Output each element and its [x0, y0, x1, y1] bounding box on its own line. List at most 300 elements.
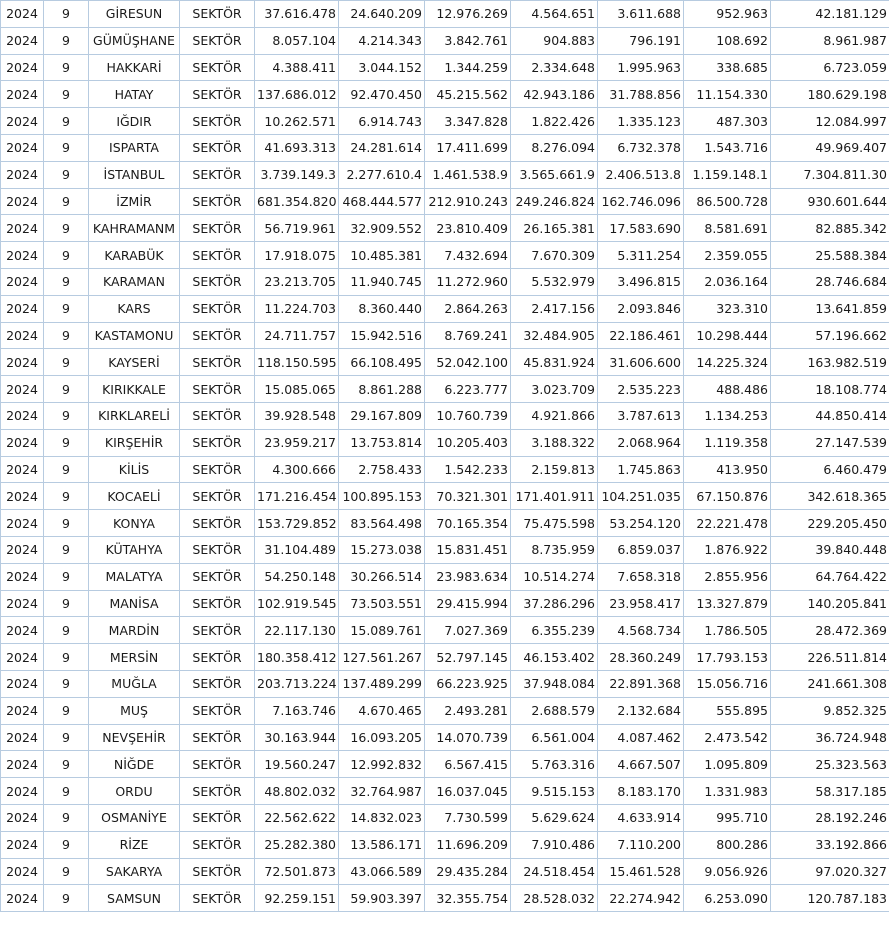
value-cell-4[interactable]: 46.153.402	[511, 644, 598, 671]
province-cell[interactable]: İSTANBUL	[89, 161, 180, 188]
value-cell-2[interactable]: 92.470.450	[339, 81, 425, 108]
value-cell-5[interactable]: 3.496.815	[598, 268, 684, 295]
value-cell-4[interactable]: 2.688.579	[511, 697, 598, 724]
total-cell[interactable]: 64.764.422	[771, 563, 890, 590]
value-cell-2[interactable]: 11.940.745	[339, 268, 425, 295]
value-cell-3[interactable]: 70.321.301	[425, 483, 511, 510]
month-cell[interactable]: 9	[44, 536, 89, 563]
total-cell[interactable]: 120.787.183	[771, 885, 890, 912]
value-cell-4[interactable]: 3.565.661.9	[511, 161, 598, 188]
year-cell[interactable]: 2024	[1, 536, 44, 563]
total-cell[interactable]: 226.511.814	[771, 644, 890, 671]
value-cell-5[interactable]: 7.658.318	[598, 563, 684, 590]
value-cell-1[interactable]: 30.163.944	[255, 724, 339, 751]
month-cell[interactable]: 9	[44, 858, 89, 885]
type-cell[interactable]: SEKTÖR	[180, 134, 255, 161]
total-cell[interactable]: 6.723.059	[771, 54, 890, 81]
province-cell[interactable]: KÜTAHYA	[89, 536, 180, 563]
value-cell-3[interactable]: 2.864.263	[425, 295, 511, 322]
value-cell-3[interactable]: 3.347.828	[425, 108, 511, 135]
value-cell-4[interactable]: 5.763.316	[511, 751, 598, 778]
value-cell-2[interactable]: 8.861.288	[339, 376, 425, 403]
value-cell-6[interactable]: 2.359.055	[684, 242, 771, 269]
type-cell[interactable]: SEKTÖR	[180, 108, 255, 135]
value-cell-2[interactable]: 15.273.038	[339, 536, 425, 563]
type-cell[interactable]: SEKTÖR	[180, 644, 255, 671]
month-cell[interactable]: 9	[44, 563, 89, 590]
total-cell[interactable]: 180.629.198	[771, 81, 890, 108]
value-cell-2[interactable]: 8.360.440	[339, 295, 425, 322]
value-cell-5[interactable]: 23.958.417	[598, 590, 684, 617]
value-cell-6[interactable]: 22.221.478	[684, 510, 771, 537]
value-cell-4[interactable]: 2.417.156	[511, 295, 598, 322]
value-cell-4[interactable]: 28.528.032	[511, 885, 598, 912]
value-cell-1[interactable]: 4.300.666	[255, 456, 339, 483]
year-cell[interactable]: 2024	[1, 242, 44, 269]
value-cell-5[interactable]: 1.995.963	[598, 54, 684, 81]
year-cell[interactable]: 2024	[1, 295, 44, 322]
year-cell[interactable]: 2024	[1, 456, 44, 483]
value-cell-2[interactable]: 83.564.498	[339, 510, 425, 537]
value-cell-1[interactable]: 8.057.104	[255, 27, 339, 54]
month-cell[interactable]: 9	[44, 161, 89, 188]
total-cell[interactable]: 6.460.479	[771, 456, 890, 483]
value-cell-1[interactable]: 15.085.065	[255, 376, 339, 403]
year-cell[interactable]: 2024	[1, 1, 44, 28]
value-cell-4[interactable]: 4.564.651	[511, 1, 598, 28]
value-cell-5[interactable]: 4.568.734	[598, 617, 684, 644]
month-cell[interactable]: 9	[44, 215, 89, 242]
type-cell[interactable]: SEKTÖR	[180, 483, 255, 510]
total-cell[interactable]: 8.961.987	[771, 27, 890, 54]
type-cell[interactable]: SEKTÖR	[180, 751, 255, 778]
value-cell-4[interactable]: 2.334.648	[511, 54, 598, 81]
value-cell-3[interactable]: 3.842.761	[425, 27, 511, 54]
province-cell[interactable]: KIRŞEHİR	[89, 429, 180, 456]
total-cell[interactable]: 25.323.563	[771, 751, 890, 778]
type-cell[interactable]: SEKTÖR	[180, 402, 255, 429]
total-cell[interactable]: 342.618.365	[771, 483, 890, 510]
value-cell-1[interactable]: 22.562.622	[255, 804, 339, 831]
year-cell[interactable]: 2024	[1, 134, 44, 161]
province-cell[interactable]: MUŞ	[89, 697, 180, 724]
value-cell-3[interactable]: 66.223.925	[425, 670, 511, 697]
year-cell[interactable]: 2024	[1, 563, 44, 590]
year-cell[interactable]: 2024	[1, 188, 44, 215]
value-cell-1[interactable]: 10.262.571	[255, 108, 339, 135]
value-cell-1[interactable]: 23.959.217	[255, 429, 339, 456]
month-cell[interactable]: 9	[44, 402, 89, 429]
province-cell[interactable]: OSMANİYE	[89, 804, 180, 831]
month-cell[interactable]: 9	[44, 778, 89, 805]
value-cell-6[interactable]: 6.253.090	[684, 885, 771, 912]
value-cell-4[interactable]: 7.910.486	[511, 831, 598, 858]
total-cell[interactable]: 241.661.308	[771, 670, 890, 697]
type-cell[interactable]: SEKTÖR	[180, 376, 255, 403]
value-cell-2[interactable]: 73.503.551	[339, 590, 425, 617]
value-cell-6[interactable]: 338.685	[684, 54, 771, 81]
total-cell[interactable]: 33.192.866	[771, 831, 890, 858]
type-cell[interactable]: SEKTÖR	[180, 1, 255, 28]
total-cell[interactable]: 39.840.448	[771, 536, 890, 563]
type-cell[interactable]: SEKTÖR	[180, 617, 255, 644]
value-cell-2[interactable]: 32.909.552	[339, 215, 425, 242]
province-cell[interactable]: KAHRAMANM	[89, 215, 180, 242]
value-cell-5[interactable]: 22.891.368	[598, 670, 684, 697]
value-cell-1[interactable]: 92.259.151	[255, 885, 339, 912]
value-cell-3[interactable]: 7.730.599	[425, 804, 511, 831]
type-cell[interactable]: SEKTÖR	[180, 536, 255, 563]
value-cell-5[interactable]: 2.535.223	[598, 376, 684, 403]
year-cell[interactable]: 2024	[1, 215, 44, 242]
value-cell-6[interactable]: 952.963	[684, 1, 771, 28]
value-cell-3[interactable]: 11.272.960	[425, 268, 511, 295]
value-cell-2[interactable]: 4.214.343	[339, 27, 425, 54]
province-cell[interactable]: KIRKLARELİ	[89, 402, 180, 429]
value-cell-1[interactable]: 39.928.548	[255, 402, 339, 429]
value-cell-3[interactable]: 17.411.699	[425, 134, 511, 161]
value-cell-2[interactable]: 66.108.495	[339, 349, 425, 376]
month-cell[interactable]: 9	[44, 885, 89, 912]
type-cell[interactable]: SEKTÖR	[180, 81, 255, 108]
value-cell-2[interactable]: 30.266.514	[339, 563, 425, 590]
value-cell-3[interactable]: 212.910.243	[425, 188, 511, 215]
value-cell-3[interactable]: 7.432.694	[425, 242, 511, 269]
month-cell[interactable]: 9	[44, 1, 89, 28]
province-cell[interactable]: HATAY	[89, 81, 180, 108]
value-cell-4[interactable]: 3.023.709	[511, 376, 598, 403]
total-cell[interactable]: 9.852.325	[771, 697, 890, 724]
value-cell-1[interactable]: 54.250.148	[255, 563, 339, 590]
year-cell[interactable]: 2024	[1, 483, 44, 510]
month-cell[interactable]: 9	[44, 349, 89, 376]
value-cell-4[interactable]: 3.188.322	[511, 429, 598, 456]
value-cell-5[interactable]: 6.859.037	[598, 536, 684, 563]
month-cell[interactable]: 9	[44, 831, 89, 858]
province-cell[interactable]: İZMİR	[89, 188, 180, 215]
value-cell-5[interactable]: 7.110.200	[598, 831, 684, 858]
value-cell-6[interactable]: 323.310	[684, 295, 771, 322]
year-cell[interactable]: 2024	[1, 778, 44, 805]
value-cell-2[interactable]: 137.489.299	[339, 670, 425, 697]
total-cell[interactable]: 930.601.644	[771, 188, 890, 215]
value-cell-3[interactable]: 8.769.241	[425, 322, 511, 349]
value-cell-4[interactable]: 8.735.959	[511, 536, 598, 563]
value-cell-6[interactable]: 15.056.716	[684, 670, 771, 697]
total-cell[interactable]: 58.317.185	[771, 778, 890, 805]
province-cell[interactable]: KARAMAN	[89, 268, 180, 295]
value-cell-1[interactable]: 180.358.412	[255, 644, 339, 671]
value-cell-3[interactable]: 23.810.409	[425, 215, 511, 242]
province-cell[interactable]: KARABÜK	[89, 242, 180, 269]
month-cell[interactable]: 9	[44, 617, 89, 644]
total-cell[interactable]: 44.850.414	[771, 402, 890, 429]
value-cell-4[interactable]: 7.670.309	[511, 242, 598, 269]
value-cell-2[interactable]: 14.832.023	[339, 804, 425, 831]
value-cell-1[interactable]: 171.216.454	[255, 483, 339, 510]
value-cell-6[interactable]: 14.225.324	[684, 349, 771, 376]
total-cell[interactable]: 42.181.129	[771, 1, 890, 28]
year-cell[interactable]: 2024	[1, 751, 44, 778]
value-cell-6[interactable]: 1.786.505	[684, 617, 771, 644]
type-cell[interactable]: SEKTÖR	[180, 295, 255, 322]
value-cell-6[interactable]: 555.895	[684, 697, 771, 724]
total-cell[interactable]: 28.192.246	[771, 804, 890, 831]
value-cell-3[interactable]: 32.355.754	[425, 885, 511, 912]
type-cell[interactable]: SEKTÖR	[180, 349, 255, 376]
value-cell-4[interactable]: 171.401.911	[511, 483, 598, 510]
value-cell-4[interactable]: 5.532.979	[511, 268, 598, 295]
month-cell[interactable]: 9	[44, 670, 89, 697]
value-cell-4[interactable]: 42.943.186	[511, 81, 598, 108]
total-cell[interactable]: 163.982.519	[771, 349, 890, 376]
value-cell-4[interactable]: 32.484.905	[511, 322, 598, 349]
province-cell[interactable]: ORDU	[89, 778, 180, 805]
value-cell-6[interactable]: 800.286	[684, 831, 771, 858]
value-cell-1[interactable]: 31.104.489	[255, 536, 339, 563]
value-cell-6[interactable]: 1.119.358	[684, 429, 771, 456]
value-cell-5[interactable]: 3.787.613	[598, 402, 684, 429]
year-cell[interactable]: 2024	[1, 510, 44, 537]
type-cell[interactable]: SEKTÖR	[180, 724, 255, 751]
value-cell-6[interactable]: 8.581.691	[684, 215, 771, 242]
value-cell-4[interactable]: 45.831.924	[511, 349, 598, 376]
value-cell-5[interactable]: 2.132.684	[598, 697, 684, 724]
month-cell[interactable]: 9	[44, 483, 89, 510]
value-cell-3[interactable]: 16.037.045	[425, 778, 511, 805]
month-cell[interactable]: 9	[44, 242, 89, 269]
type-cell[interactable]: SEKTÖR	[180, 590, 255, 617]
value-cell-2[interactable]: 127.561.267	[339, 644, 425, 671]
month-cell[interactable]: 9	[44, 81, 89, 108]
year-cell[interactable]: 2024	[1, 644, 44, 671]
province-cell[interactable]: HAKKARİ	[89, 54, 180, 81]
value-cell-5[interactable]: 4.633.914	[598, 804, 684, 831]
value-cell-6[interactable]: 17.793.153	[684, 644, 771, 671]
value-cell-5[interactable]: 53.254.120	[598, 510, 684, 537]
total-cell[interactable]: 36.724.948	[771, 724, 890, 751]
value-cell-2[interactable]: 6.914.743	[339, 108, 425, 135]
province-cell[interactable]: NEVŞEHİR	[89, 724, 180, 751]
value-cell-5[interactable]: 796.191	[598, 27, 684, 54]
value-cell-6[interactable]: 108.692	[684, 27, 771, 54]
value-cell-5[interactable]: 1.335.123	[598, 108, 684, 135]
value-cell-1[interactable]: 4.388.411	[255, 54, 339, 81]
month-cell[interactable]: 9	[44, 724, 89, 751]
month-cell[interactable]: 9	[44, 295, 89, 322]
value-cell-4[interactable]: 26.165.381	[511, 215, 598, 242]
year-cell[interactable]: 2024	[1, 81, 44, 108]
value-cell-4[interactable]: 75.475.598	[511, 510, 598, 537]
total-cell[interactable]: 18.108.774	[771, 376, 890, 403]
value-cell-4[interactable]: 2.159.813	[511, 456, 598, 483]
year-cell[interactable]: 2024	[1, 858, 44, 885]
value-cell-5[interactable]: 22.186.461	[598, 322, 684, 349]
value-cell-5[interactable]: 15.461.528	[598, 858, 684, 885]
value-cell-6[interactable]: 86.500.728	[684, 188, 771, 215]
value-cell-4[interactable]: 5.629.624	[511, 804, 598, 831]
value-cell-2[interactable]: 43.066.589	[339, 858, 425, 885]
month-cell[interactable]: 9	[44, 429, 89, 456]
value-cell-2[interactable]: 32.764.987	[339, 778, 425, 805]
value-cell-1[interactable]: 41.693.313	[255, 134, 339, 161]
province-cell[interactable]: MARDİN	[89, 617, 180, 644]
year-cell[interactable]: 2024	[1, 402, 44, 429]
year-cell[interactable]: 2024	[1, 108, 44, 135]
value-cell-2[interactable]: 12.992.832	[339, 751, 425, 778]
month-cell[interactable]: 9	[44, 188, 89, 215]
value-cell-2[interactable]: 16.093.205	[339, 724, 425, 751]
year-cell[interactable]: 2024	[1, 349, 44, 376]
value-cell-2[interactable]: 4.670.465	[339, 697, 425, 724]
type-cell[interactable]: SEKTÖR	[180, 778, 255, 805]
month-cell[interactable]: 9	[44, 804, 89, 831]
month-cell[interactable]: 9	[44, 510, 89, 537]
value-cell-3[interactable]: 29.435.284	[425, 858, 511, 885]
value-cell-3[interactable]: 14.070.739	[425, 724, 511, 751]
value-cell-1[interactable]: 37.616.478	[255, 1, 339, 28]
type-cell[interactable]: SEKTÖR	[180, 242, 255, 269]
value-cell-5[interactable]: 5.311.254	[598, 242, 684, 269]
province-cell[interactable]: GÜMÜŞHANE	[89, 27, 180, 54]
value-cell-2[interactable]: 13.753.814	[339, 429, 425, 456]
total-cell[interactable]: 12.084.997	[771, 108, 890, 135]
value-cell-1[interactable]: 681.354.820	[255, 188, 339, 215]
year-cell[interactable]: 2024	[1, 804, 44, 831]
year-cell[interactable]: 2024	[1, 161, 44, 188]
total-cell[interactable]: 140.205.841	[771, 590, 890, 617]
value-cell-6[interactable]: 2.473.542	[684, 724, 771, 751]
type-cell[interactable]: SEKTÖR	[180, 885, 255, 912]
total-cell[interactable]: 57.196.662	[771, 322, 890, 349]
value-cell-3[interactable]: 10.205.403	[425, 429, 511, 456]
value-cell-1[interactable]: 19.560.247	[255, 751, 339, 778]
province-cell[interactable]: NİĞDE	[89, 751, 180, 778]
year-cell[interactable]: 2024	[1, 670, 44, 697]
type-cell[interactable]: SEKTÖR	[180, 27, 255, 54]
value-cell-6[interactable]: 413.950	[684, 456, 771, 483]
type-cell[interactable]: SEKTÖR	[180, 510, 255, 537]
value-cell-4[interactable]: 10.514.274	[511, 563, 598, 590]
value-cell-5[interactable]: 8.183.170	[598, 778, 684, 805]
year-cell[interactable]: 2024	[1, 376, 44, 403]
month-cell[interactable]: 9	[44, 590, 89, 617]
value-cell-4[interactable]: 904.883	[511, 27, 598, 54]
value-cell-2[interactable]: 468.444.577	[339, 188, 425, 215]
value-cell-2[interactable]: 3.044.152	[339, 54, 425, 81]
province-cell[interactable]: SAMSUN	[89, 885, 180, 912]
value-cell-5[interactable]: 4.667.507	[598, 751, 684, 778]
value-cell-4[interactable]: 6.561.004	[511, 724, 598, 751]
province-cell[interactable]: MANİSA	[89, 590, 180, 617]
value-cell-1[interactable]: 72.501.873	[255, 858, 339, 885]
province-cell[interactable]: MERSİN	[89, 644, 180, 671]
type-cell[interactable]: SEKTÖR	[180, 429, 255, 456]
value-cell-3[interactable]: 1.344.259	[425, 54, 511, 81]
province-cell[interactable]: IĞDIR	[89, 108, 180, 135]
value-cell-1[interactable]: 102.919.545	[255, 590, 339, 617]
value-cell-5[interactable]: 6.732.378	[598, 134, 684, 161]
value-cell-1[interactable]: 17.918.075	[255, 242, 339, 269]
type-cell[interactable]: SEKTÖR	[180, 563, 255, 590]
value-cell-2[interactable]: 15.942.516	[339, 322, 425, 349]
value-cell-4[interactable]: 24.518.454	[511, 858, 598, 885]
value-cell-2[interactable]: 24.640.209	[339, 1, 425, 28]
value-cell-3[interactable]: 11.696.209	[425, 831, 511, 858]
province-cell[interactable]: MALATYA	[89, 563, 180, 590]
value-cell-2[interactable]: 10.485.381	[339, 242, 425, 269]
month-cell[interactable]: 9	[44, 54, 89, 81]
value-cell-1[interactable]: 3.739.149.3	[255, 161, 339, 188]
month-cell[interactable]: 9	[44, 697, 89, 724]
value-cell-3[interactable]: 29.415.994	[425, 590, 511, 617]
total-cell[interactable]: 229.205.450	[771, 510, 890, 537]
value-cell-2[interactable]: 15.089.761	[339, 617, 425, 644]
province-cell[interactable]: KİLİS	[89, 456, 180, 483]
value-cell-5[interactable]: 4.087.462	[598, 724, 684, 751]
value-cell-5[interactable]: 31.606.600	[598, 349, 684, 376]
total-cell[interactable]: 28.472.369	[771, 617, 890, 644]
value-cell-5[interactable]: 17.583.690	[598, 215, 684, 242]
value-cell-3[interactable]: 6.567.415	[425, 751, 511, 778]
value-cell-3[interactable]: 52.797.145	[425, 644, 511, 671]
value-cell-2[interactable]: 2.758.433	[339, 456, 425, 483]
province-cell[interactable]: GİRESUN	[89, 1, 180, 28]
value-cell-5[interactable]: 162.746.096	[598, 188, 684, 215]
value-cell-1[interactable]: 153.729.852	[255, 510, 339, 537]
type-cell[interactable]: SEKTÖR	[180, 268, 255, 295]
value-cell-6[interactable]: 2.855.956	[684, 563, 771, 590]
year-cell[interactable]: 2024	[1, 885, 44, 912]
total-cell[interactable]: 28.746.684	[771, 268, 890, 295]
total-cell[interactable]: 27.147.539	[771, 429, 890, 456]
value-cell-6[interactable]: 1.159.148.1	[684, 161, 771, 188]
value-cell-1[interactable]: 118.150.595	[255, 349, 339, 376]
value-cell-6[interactable]: 1.134.253	[684, 402, 771, 429]
value-cell-3[interactable]: 1.542.233	[425, 456, 511, 483]
year-cell[interactable]: 2024	[1, 590, 44, 617]
province-cell[interactable]: SAKARYA	[89, 858, 180, 885]
value-cell-2[interactable]: 100.895.153	[339, 483, 425, 510]
province-cell[interactable]: KARS	[89, 295, 180, 322]
value-cell-6[interactable]: 1.095.809	[684, 751, 771, 778]
month-cell[interactable]: 9	[44, 27, 89, 54]
value-cell-6[interactable]: 488.486	[684, 376, 771, 403]
value-cell-1[interactable]: 7.163.746	[255, 697, 339, 724]
type-cell[interactable]: SEKTÖR	[180, 456, 255, 483]
value-cell-4[interactable]: 4.921.866	[511, 402, 598, 429]
value-cell-5[interactable]: 104.251.035	[598, 483, 684, 510]
month-cell[interactable]: 9	[44, 644, 89, 671]
month-cell[interactable]: 9	[44, 456, 89, 483]
type-cell[interactable]: SEKTÖR	[180, 831, 255, 858]
value-cell-4[interactable]: 8.276.094	[511, 134, 598, 161]
value-cell-2[interactable]: 59.903.397	[339, 885, 425, 912]
month-cell[interactable]: 9	[44, 376, 89, 403]
value-cell-6[interactable]: 10.298.444	[684, 322, 771, 349]
type-cell[interactable]: SEKTÖR	[180, 188, 255, 215]
value-cell-1[interactable]: 23.213.705	[255, 268, 339, 295]
value-cell-6[interactable]: 1.331.983	[684, 778, 771, 805]
value-cell-4[interactable]: 249.246.824	[511, 188, 598, 215]
value-cell-3[interactable]: 52.042.100	[425, 349, 511, 376]
year-cell[interactable]: 2024	[1, 724, 44, 751]
value-cell-1[interactable]: 22.117.130	[255, 617, 339, 644]
month-cell[interactable]: 9	[44, 751, 89, 778]
value-cell-5[interactable]: 31.788.856	[598, 81, 684, 108]
value-cell-6[interactable]: 11.154.330	[684, 81, 771, 108]
year-cell[interactable]: 2024	[1, 322, 44, 349]
